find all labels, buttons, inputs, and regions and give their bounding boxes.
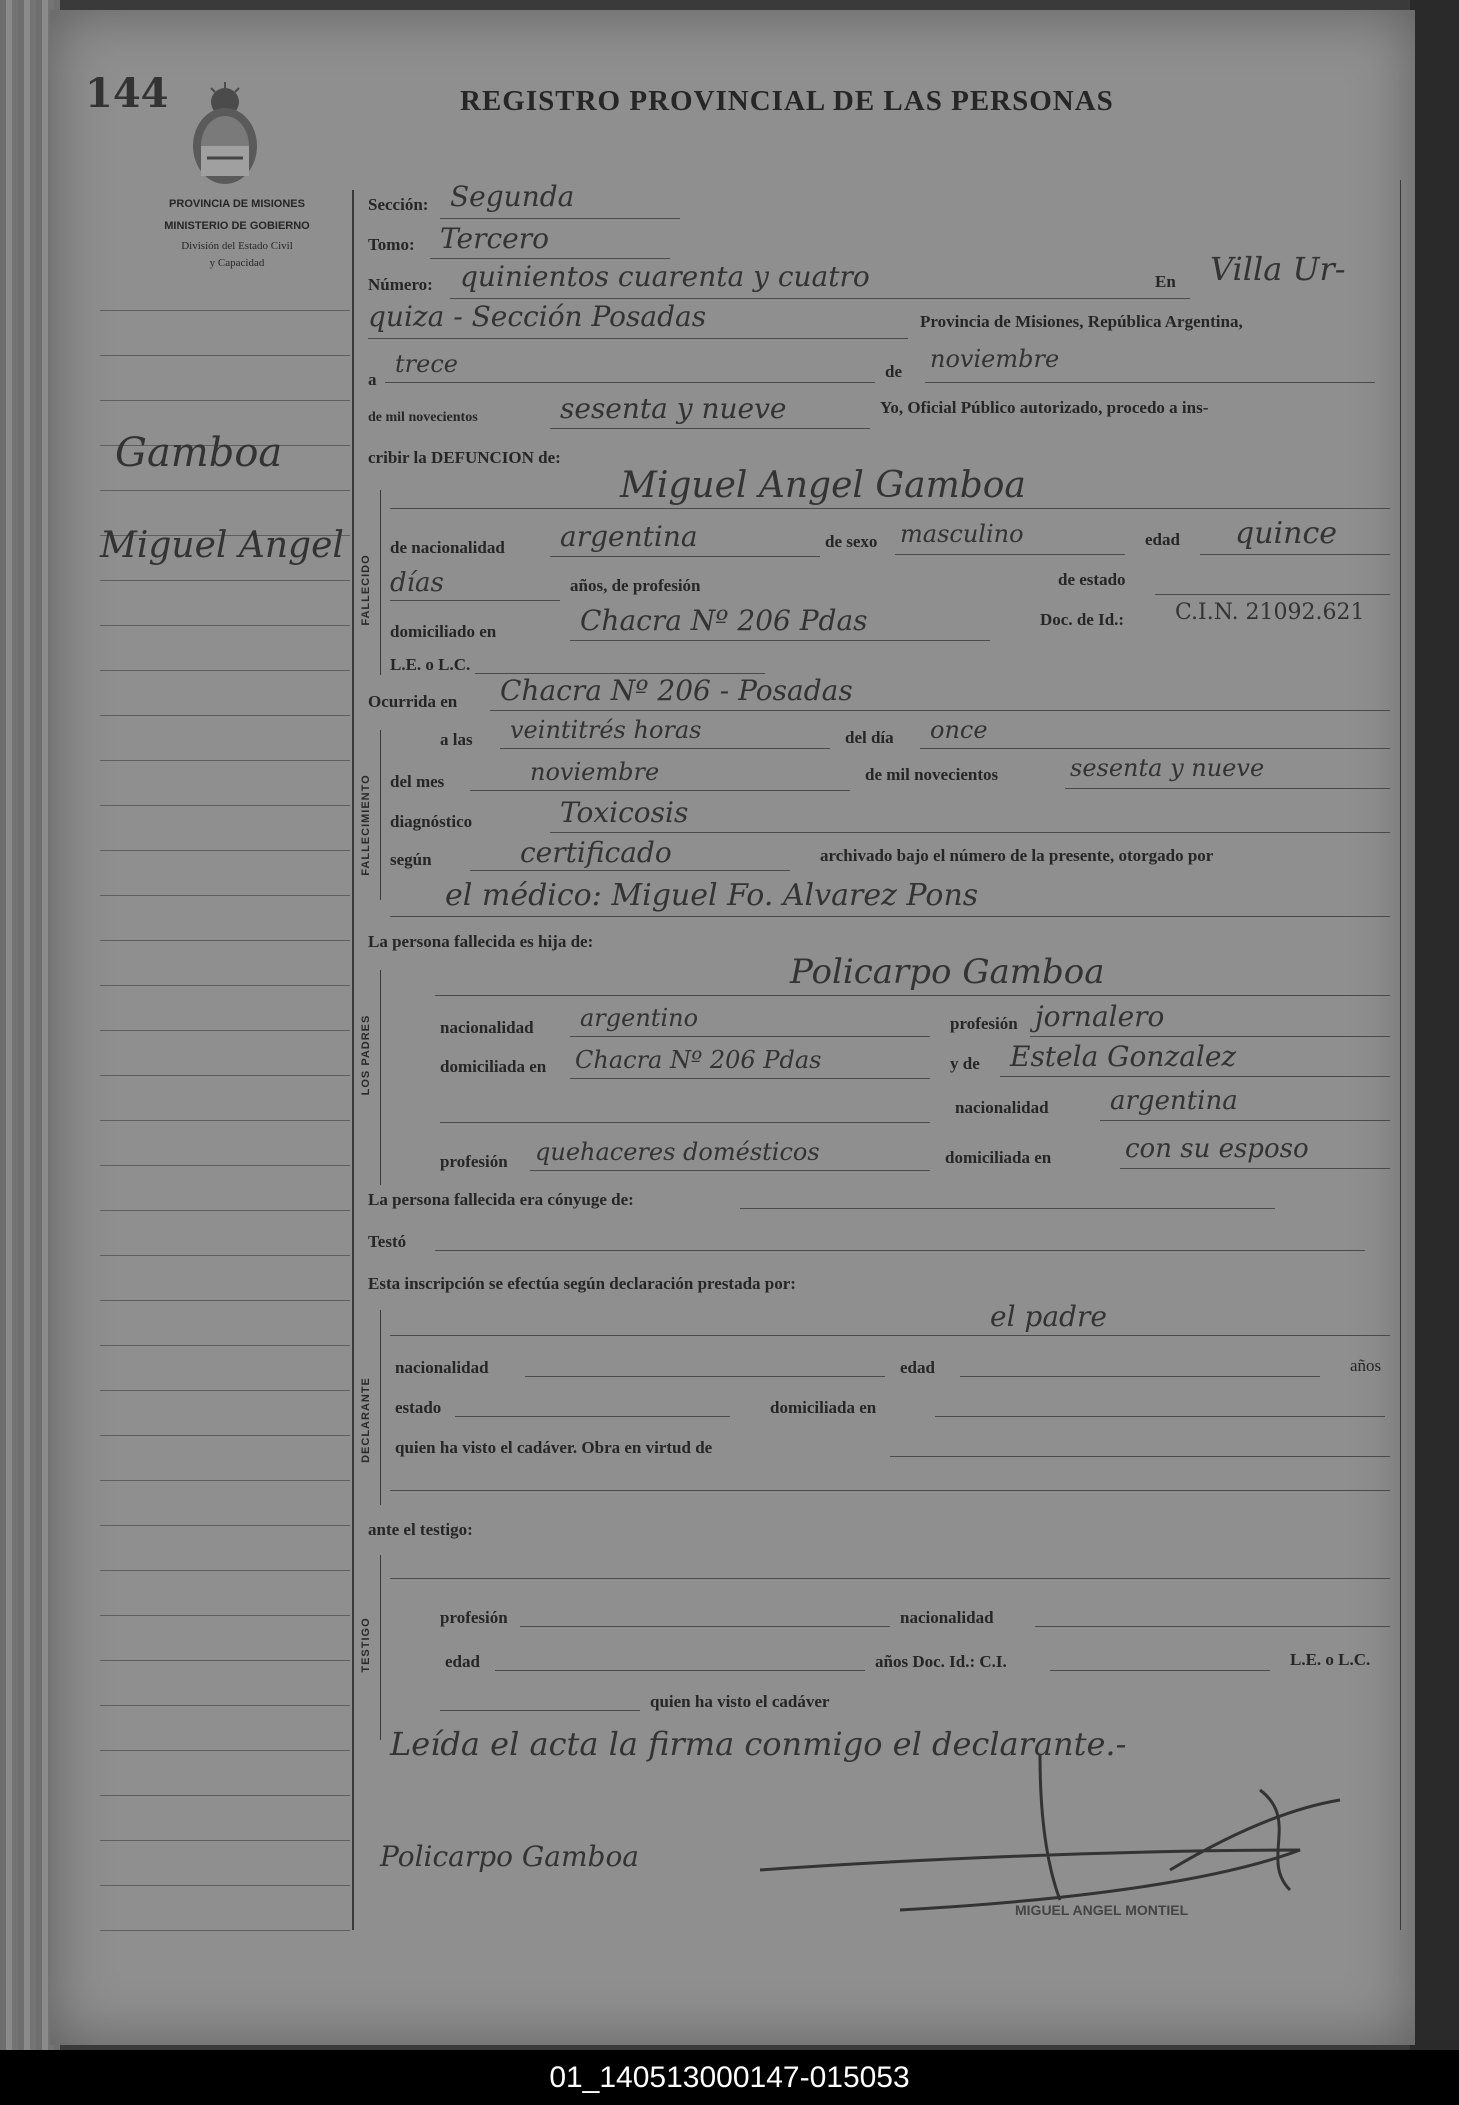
label-sexo: de sexo	[825, 532, 878, 551]
label-madre-profesion: profesión	[440, 1152, 508, 1171]
label-test-quien: quien ha visto el cadáver	[650, 1692, 830, 1711]
label-ante-testigo: ante el testigo:	[368, 1520, 473, 1539]
label-testo: Testó	[368, 1232, 407, 1251]
value-madre-prof: quehaceres domésticos	[535, 1138, 820, 1166]
label-padre-domiciliada: domiciliada en	[440, 1057, 547, 1076]
label-nacionalidad-de: de nacionalidad	[390, 538, 505, 557]
label-declaracion: Esta inscripción se efectúa según declaración prestada por:	[368, 1274, 796, 1293]
label-ocurrida: Ocurrida en	[368, 692, 458, 711]
label-segun: según	[390, 850, 432, 869]
value-edad-unidad: días	[390, 568, 444, 598]
value-dia: trece	[395, 350, 458, 378]
value-edad: quince	[1235, 516, 1337, 551]
tab-fallecimiento: FALLECIMIENTO	[360, 774, 372, 876]
label-decl-edad: edad	[900, 1358, 935, 1377]
label-madre-nacionalidad: nacionalidad	[955, 1098, 1049, 1117]
book-edge	[1410, 0, 1459, 2050]
label-doc-id: Doc. de Id.:	[1040, 610, 1125, 629]
label-en: En	[1155, 272, 1176, 291]
label-conyuge: La persona fallecida era cónyuge de:	[368, 1190, 634, 1209]
value-numero: quinientos cuarenta y cuatro	[460, 260, 870, 293]
value-padre-dom: Chacra Nº 206 Pdas	[575, 1046, 822, 1074]
value-place-2: quiza - Sección Posadas	[368, 300, 707, 333]
value-domicilio: Chacra Nº 206 Pdas	[580, 604, 868, 637]
main-column-left-border	[352, 190, 354, 1930]
value-nombre: Miguel Angel Gamboa	[620, 465, 1026, 506]
value-declarante: el padre	[990, 1300, 1107, 1333]
value-anio: sesenta y nueve	[560, 392, 787, 425]
page-number: 144	[85, 70, 169, 117]
label-del-mes: del mes	[390, 772, 445, 791]
value-padre: Policarpo Gamboa	[790, 952, 1105, 992]
value-place-1: Villa Ur-	[1210, 250, 1346, 288]
value-mes: noviembre	[930, 345, 1060, 373]
register-page	[50, 10, 1415, 2045]
value-hora: veintitrés horas	[510, 716, 702, 744]
value-segun: certificado	[520, 836, 672, 869]
value-diagnostico: Toxicosis	[560, 796, 689, 829]
value-doc-num: C.I.N. 21092.621	[1175, 600, 1365, 625]
value-anio-f: sesenta y nueve	[1070, 754, 1265, 782]
value-tomo: Tercero	[440, 222, 549, 255]
margin-surname: Gamboa	[115, 430, 283, 476]
label-de-estado: de estado	[1058, 570, 1126, 589]
page-title: REGISTRO PROVINCIAL DE LAS PERSONAS	[460, 85, 1114, 117]
label-test-nacionalidad: nacionalidad	[900, 1608, 994, 1627]
label-padre-profesion: profesión	[950, 1014, 1018, 1033]
main-column-right-border	[1400, 180, 1401, 1930]
label-a: a	[368, 370, 377, 389]
value-dia-num: once	[930, 716, 988, 744]
value-seccion: Segunda	[450, 180, 575, 213]
value-madre: Estela Gonzalez	[1010, 1040, 1237, 1073]
value-madre-nac: argentina	[1110, 1086, 1238, 1116]
coat-of-arms-icon	[185, 80, 265, 192]
value-mes-f: noviembre	[530, 758, 660, 786]
label-anos-profesion: años, de profesión	[570, 576, 701, 595]
tab-fallecido: FALLECIDO	[360, 554, 372, 626]
value-nacionalidad: argentina	[560, 520, 698, 553]
office-province: PROVINCIA DE MISIONES	[169, 198, 305, 210]
label-test-le-lc: L.E. o L.C.	[1290, 1650, 1371, 1669]
label-madre-domiciliada: domiciliada en	[945, 1148, 1052, 1167]
signature-declarante: Policarpo Gamboa	[380, 1840, 639, 1873]
value-leida: Leída el acta la firma conmigo el declarante.-	[390, 1725, 1127, 1763]
official-stamp: MIGUEL ANGEL MONTIEL	[1015, 1902, 1189, 1918]
label-decl-estado: estado	[395, 1398, 442, 1417]
label-edad: edad	[1145, 530, 1180, 549]
label-decl-nacionalidad: nacionalidad	[395, 1358, 489, 1377]
value-medico: el médico: Miguel Fo. Alvarez Pons	[445, 878, 979, 913]
tab-declarante: DECLARANTE	[360, 1377, 372, 1463]
official-signature	[700, 1750, 1360, 1950]
label-de: de	[885, 362, 902, 381]
label-diagnostico: diagnóstico	[390, 812, 473, 831]
image-caption: 01_140513000147-015053	[0, 2050, 1459, 2105]
label-padre-nacionalidad: nacionalidad	[440, 1018, 534, 1037]
label-archivado: archivado bajo el número de la presente, otorgado por	[820, 846, 1214, 865]
label-numero: Número:	[368, 275, 433, 294]
label-y-de: y de	[950, 1054, 980, 1073]
tab-testigo: TESTIGO	[360, 1617, 372, 1673]
label-a-las: a las	[440, 730, 473, 749]
label-test-profesion: profesión	[440, 1608, 508, 1627]
label-decl-domiciliada: domiciliada en	[770, 1398, 877, 1417]
value-padre-nac: argentino	[580, 1004, 699, 1032]
margin-given-names: Miguel Angel	[100, 525, 344, 566]
label-provincia: Provincia de Misiones, República Argentina,	[920, 312, 1243, 331]
label-tomo: Tomo:	[368, 235, 415, 254]
label-de-mil-nov: de mil novecientos	[865, 765, 999, 784]
label-yo-oficial: Yo, Oficial Público autorizado, procedo a ins-	[880, 398, 1209, 417]
tab-padres: LOS PADRES	[360, 1014, 372, 1096]
label-inscribir: cribir la DEFUNCION de:	[368, 448, 561, 467]
label-le-lc: L.E. o L.C.	[390, 655, 471, 674]
label-hija-de: La persona fallecida es hija de:	[368, 932, 594, 951]
value-madre-dom: con su esposo	[1125, 1134, 1309, 1164]
value-ocurrida: Chacra Nº 206 - Posadas	[500, 674, 853, 707]
label-de-mil: de mil novecientos	[368, 410, 478, 425]
label-decl-anos: años	[1350, 1356, 1382, 1375]
value-padre-prof: jornalero	[1035, 1000, 1165, 1033]
label-decl-quien: quien ha visto el cadáver. Obra en virtud de	[395, 1438, 713, 1457]
label-del-dia: del día	[845, 728, 894, 747]
office-ministry: MINISTERIO DE GOBIERNO	[164, 220, 310, 232]
office-division: División del Estado Civil	[181, 240, 293, 252]
label-seccion: Sección:	[368, 195, 429, 214]
office-capacity: y Capacidad	[209, 257, 265, 269]
value-sexo: masculino	[900, 520, 1024, 548]
label-test-anos-doc: años Doc. Id.: C.I.	[875, 1652, 1007, 1671]
label-test-edad: edad	[445, 1652, 480, 1671]
label-domiciliado: domiciliado en	[390, 622, 497, 641]
